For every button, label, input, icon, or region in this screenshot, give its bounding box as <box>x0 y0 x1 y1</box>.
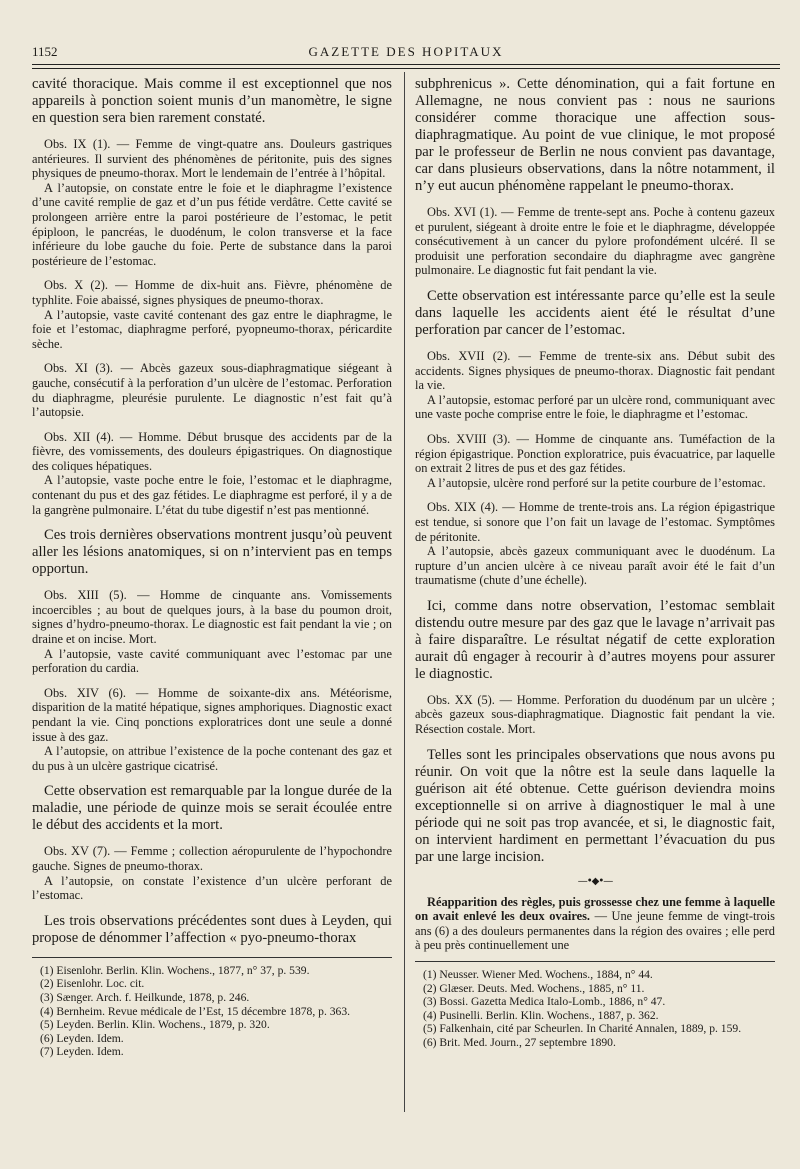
footnote: (7) Leyden. Idem. <box>40 1045 124 1059</box>
section-separator: —•◆•— <box>577 875 613 887</box>
footnote: (3) Bossi. Gazetta Medica Italo-Lomb., 1886, n° 47. <box>423 995 666 1009</box>
page-number: 1152 <box>32 44 58 59</box>
observation-10 <box>32 278 392 351</box>
observation-text: Obs. XIII (5). — Homme de cinquante ans. Vomissements incoercibles ; au bout de quelques jours, à la base du poumon droit, signes d’hydro-pneumo-thorax. Le diagnostic est fait pendant la vie ; on draine et on incise. Mort. <box>32 588 392 647</box>
paragraph: cavité thoracique. Mais comme il est exceptionnel que nos appareils à ponction soient munis d’un manomètre, le signe en question sera bien rarement constaté. <box>32 76 392 126</box>
paragraph: Ici, comme dans notre observation, l’estomac semblait distendu outre mesure par des gaz que le lavage n’arrivait pas à faire disparaître. Le résultat négatif de cette exploration aurait dû engager à recourir à d’autres moyens pour assurer le diagnostic. <box>415 597 775 682</box>
observation-text: Obs. XV (7). — Femme ; collection aéropurulente de l’hypochondre gauche. Signes de pneumo-thorax. <box>32 844 392 873</box>
observation-text: Obs. XVIII (3). — Homme de cinquante ans. Tuméfaction de la région épigastrique. Ponction exploratrice, puis évacuatrice, par laquelle on extrait 2 litres de pus et des gaz fétides. <box>415 431 775 476</box>
observation-autopsy: A l’autopsie, on constate l’existence d’un ulcère perforant de l’estomac. <box>32 873 392 903</box>
footnote: (6) Leyden. Idem. <box>40 1031 124 1045</box>
footnote: (1) Eisenlohr. Berlin. Klin. Wochens., 1877, n° 37, p. 539. <box>40 963 310 977</box>
observation-text: Obs. XVII (2). — Femme de trente-six ans. Début subit des accidents. Signes physiques de pneumo-thorax. Diagnostic fait pendant la vie. <box>415 348 775 393</box>
observation-autopsy: A l’autopsie, ulcère rond perforé sur la petite courbure de l’estomac. <box>427 475 766 490</box>
page-header <box>32 44 780 64</box>
footnote: (6) Brit. Med. Journ., 27 septembre 1890. <box>423 1036 616 1049</box>
observation-text: Obs. XX (5). — Homme. Perforation du duodénum par un ulcère ; abcès gazeux sous-diaphragmatique. Diagnostic fait pendant la vie. Résection costale. Mort. <box>415 692 775 737</box>
observation-autopsy: A l’autopsie, on constate entre le foie et le diaphragme l’existence d’une cavité remplie de gaz et d’un pus fétide verdâtre. Cette cavité se prolongeen arrière entre la paroi postérieure de l’estomac, le petit épiploon, le pancréas, le duodénum, le colon transverse et la face inférieure du lobe gauche du foie. Perte de substance dans la paroi postérieure de l’estomac. <box>32 180 392 268</box>
observation-17 <box>415 349 775 422</box>
journal-title: GAZETTE DES HOPITAUX <box>308 44 504 59</box>
paragraph: Cette observation est remarquable par la longue durée de la maladie, une période de quinze mois se serait écoulée entre le début des accidents et la mort. <box>32 783 392 834</box>
footnote: (2) Glæser. Deuts. Med. Wochens., 1885, n° 11. <box>423 981 645 995</box>
paragraph: Les trois observations précédentes sont dues à Leyden, qui propose de dénommer l’affection « pyo-pneumo-thorax <box>32 912 392 946</box>
observation-autopsy: A l’autopsie, abcès gazeux communiquant avec le duodénum. La rupture d’un ancien ulcère à ce niveau paraît avoir été le fait d’un traumatisme (chute d’une échelle). <box>415 544 775 588</box>
right-column <box>415 76 775 1050</box>
observation-18 <box>415 432 775 490</box>
observation-15 <box>32 844 392 902</box>
paragraph: Ces trois dernières observations montrent jusqu’où peuvent aller les lésions anatomiques, si on n’intervient pas en temps opportun. <box>32 527 392 578</box>
footnote: (5) Falkenhain, cité par Scheurlen. In Charité Annalen, 1889, p. 159. <box>423 1022 742 1036</box>
observation-autopsy: A l’autopsie, vaste poche entre le foie, l’estomac et le diaphragme, contenant du pus et des gaz fétides. Le diaphragme est perforé, il y a de la gangrène pulmonaire. L’état du tube digestif n’est pas mentionné. <box>32 473 392 517</box>
footnote: (5) Leyden. Berlin. Klin. Wochens., 1879, p. 320. <box>40 1018 270 1032</box>
observation-20 <box>415 693 775 737</box>
observation-text: Obs. X (2). — Homme de dix-huit ans. Fièvre, phénomène de typhlite. Foie abaissé, signes physiques de pneumo-thorax. <box>32 278 392 307</box>
observation-text: Obs. IX (1). — Femme de vingt-quatre ans. Douleurs gastriques antérieures. Il survient des phénomènes de péritonite, puis des signes physiques de pneumo-thorax. Mort le lendemain de l’entrée à l’hôpital. <box>32 137 392 181</box>
article-text: — Une jeune femme de vingt-trois ans (6) a des douleurs permanentes dans la région des ovaires ; elle perd à peu près continuellement une <box>415 909 775 953</box>
footnote: (1) Neusser. Wiener Med. Wochens., 1884, n° 44. <box>423 968 653 982</box>
footnote: (2) Eisenlohr. Loc. cit. <box>40 977 145 991</box>
left-column <box>32 76 392 1059</box>
footnotes <box>415 968 775 1050</box>
observation-text: Obs. XVI (1). — Femme de trente-sept ans. Poche à contenu gazeux et purulent, siégeant à droite entre le foie et le diaphragme, développée consécutivement à un cancer du pylore profondément ulcéré. Il se produisit une perforation secondaire du diaphragme avec gangrène pulmonaire. Le diagnostic fut fait pendant la vie. <box>415 205 775 278</box>
observation-text: Obs. XI (3). — Abcès gazeux sous-diaphragmatique siégeant à gauche, consécutif à la perforation d’un ulcère de l’estomac. Perforation du diaphragme, pleurésie purulente. Le diagnostic n’est fait qu’à l’autopsie. <box>32 361 392 420</box>
observation-14 <box>32 686 392 774</box>
paragraph: Telles sont les principales observations que nous avons pu réunir. On voit que la nôtre est la seule dans laquelle la guérison ait été obtenue. Cette guérison deviendra moins exceptionnelle si on arrive à diagnostiquer le mal à une période qui ne soit pas trop avancée, et si, le diagnostic fait, on intervient hardiment en permettant l’évacuation du pus par une large incision. <box>415 746 775 865</box>
observation-19 <box>415 500 775 588</box>
footnotes <box>32 964 392 1059</box>
footnote: (3) Sænger. Arch. f. Heilkunde, 1878, p. 246. <box>40 990 250 1004</box>
observation-autopsy: A l’autopsie, vaste cavité communiquant avec l’estomac par une perforation du cardia. <box>32 646 392 676</box>
observation-text: Obs. XII (4). — Homme. Début brusque des accidents par de la fièvre, des vomissements, des douleurs épigastriques. On diagnostique des coliques hépatiques. <box>32 429 392 473</box>
article-paragraph <box>415 895 775 953</box>
observation-autopsy: A l’autopsie, on attribue l’existence de la poche contenant des gaz et du pus à un ulcère gastrique cicatrisé. <box>32 744 392 773</box>
observation-autopsy: A l’autopsie, estomac perforé par un ulcère rond, communiquant avec une vaste poche comprise entre le foie, le diaphragme et l’estomac. <box>415 392 775 422</box>
observation-16 <box>415 205 775 278</box>
header-rule-thin <box>32 68 780 69</box>
paragraph: Cette observation est intéressante parce qu’elle est la seule dans laquelle les accidents aient été le résultat d’une perforation par cancer de l’estomac. <box>415 287 775 338</box>
observation-12 <box>32 430 392 518</box>
footnote-rule <box>415 961 775 962</box>
footnote-rule <box>32 957 392 958</box>
observation-11 <box>32 361 392 419</box>
observation-9 <box>32 137 392 268</box>
observation-13 <box>32 588 392 676</box>
header-rule <box>32 64 780 65</box>
article-heading: Réapparition des règles, puis grossesse chez une femme à laquelle on avait enlevé les deux ovaires. <box>415 894 775 924</box>
observation-autopsy: A l’autopsie, vaste cavité contenant des gaz entre le diaphragme, le foie et l’estomac, diaphragme perforé, pyopneumo-thorax, péricardite sèche. <box>32 307 392 351</box>
column-divider <box>404 72 405 1112</box>
footnote: (4) Bernheim. Revue médicale de l’Est, 15 décembre 1878, p. 363. <box>40 1004 351 1018</box>
paragraph: subphrenicus ». Cette dénomination, qui a fait fortune en Allemagne, ne nous convient pas : nous ne saurions considérer comme thoracique une affection sous-diaphragmatique. Au point de vue clinique, le mot proposé par le professeur de Berlin ne nous convient pas davantage, car dans plusieurs observations, dans la nôtre notamment, il n’y eut aucun phénomène rappelant le pneumo-thorax. <box>415 76 775 194</box>
observation-text: Obs. XIX (4). — Homme de trente-trois ans. La région épigastrique est tendue, si sonore que l’on fait un lavage de l’estomac. Symptômes de péritonite. <box>415 500 775 544</box>
observation-text: Obs. XIV (6). — Homme de soixante-dix ans. Météorisme, disparition de la matité hépatique, signes amphoriques. Diagnostic exact pendant la vie. Cinq ponctions exploratrices dont une seule a donné issue à des gaz. <box>32 685 392 744</box>
footnote: (4) Pusinelli. Berlin. Klin. Wochens., 1887, p. 362. <box>423 1008 659 1022</box>
